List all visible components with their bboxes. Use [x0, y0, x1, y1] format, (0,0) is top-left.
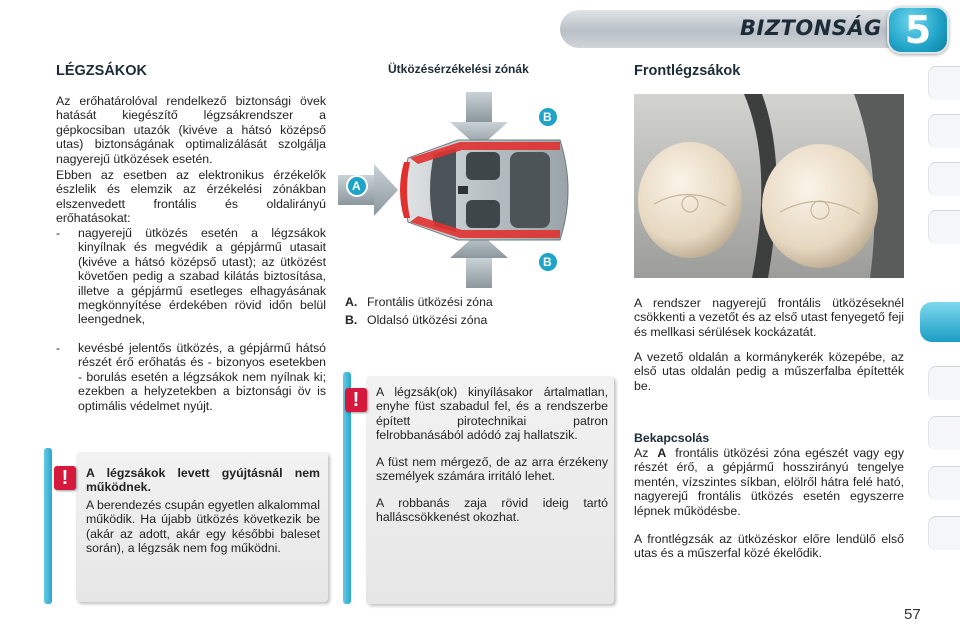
bullet-dash: -	[56, 341, 61, 355]
legend-key: B.	[345, 313, 358, 327]
front-airbags-photo	[634, 94, 904, 278]
legend-side-zone	[345, 311, 487, 329]
chapter-tab[interactable]	[928, 66, 960, 100]
chapter-tab[interactable]	[928, 162, 960, 196]
legend-front-zone	[345, 293, 493, 311]
chapter-number-badge: 5	[887, 6, 949, 54]
sensor-paragraph: Ebben az esetben az elektronikus érzékelők észlelik és elemzik az érzékelési zónákban elszenvedett frontális és oldalirányú erőhatásokat:	[56, 168, 326, 226]
chapter-tab[interactable]	[928, 516, 960, 550]
chapter-tabs	[928, 66, 960, 576]
deployment-paragraph: A légzsák(ok) kinyílásakor ártalmatlan, enyhe füst szabadul fel, és a rendszerbe épített pirotechnikai patron felrobbanásából adódó zaj hallatszik.	[376, 385, 608, 443]
zone-label-a: A	[352, 179, 361, 193]
page-number: 57	[904, 606, 921, 623]
chapter-tab[interactable]	[928, 366, 960, 400]
smoke-paragraph: A füst nem mérgező, de az arra érzékeny személyek számára irritáló lehet.	[376, 455, 608, 484]
deployed-airbags-illustration	[634, 94, 904, 278]
section-title-airbags: LÉGZSÁKOK	[56, 63, 148, 79]
location-paragraph: A vezető oldalán a kormánykerék közepébe, az első utas oldalán pedig a műszerfalba építették be.	[634, 350, 904, 393]
chapter-title: BIZTONSÁG	[740, 16, 882, 40]
chapter-tab[interactable]	[928, 114, 960, 148]
zone-label-b-top: B	[543, 110, 552, 124]
cushion-paragraph: A frontlégzsák az ütközéskor előre lendülő első utas és a műszerfal közé ékelődik.	[634, 532, 904, 561]
warning-title: A légzsákok levett gyújtásnál nem működnek.	[86, 466, 320, 495]
legend-text: Frontális ütközési zóna	[367, 295, 493, 309]
warning-icon: !	[345, 388, 367, 412]
chapter-tab[interactable]	[928, 466, 960, 500]
warning-strip	[44, 448, 52, 604]
chapter-tab[interactable]	[928, 416, 960, 450]
bullet-weak-impact-text: kevésbé jelentős ütközés, a gépjármű hátsó részét érő erőhatás és - bizonyos esetekben - borulás esetén a légzsákok nem nyílnak ki; ezekben a helyzetekben a biztonsági öv is optimális védelmet nyújt.	[78, 341, 326, 413]
front-airbag-paragraph: A rendszer nagyerejű frontális ütközéseknél csökkenti a vezetőt és az első utast fenyegető feji és mellkasi sérülések kockázatát.	[634, 296, 905, 339]
bullet-strong-impact-text: nagyerejű ütközés esetén a légzsákok kinyílnak és megvédik a gépjármű utasait (kivéve a hátsó középső utast); az ütközést követően pedig a szabad kilátás biztosítása, illetve a gépjármű esetleges elhagyásának megkönnyítése érdekében rövid időn belül leengednek,	[78, 226, 326, 327]
legend-key: A.	[345, 295, 358, 309]
bullet-dash: -	[56, 226, 61, 240]
zones-title: Ütközésérzékelési zónák	[388, 62, 529, 76]
activation-zone-key: A	[657, 446, 667, 460]
activation-paragraph	[634, 446, 904, 518]
legend-text: Oldalsó ütközési zóna	[367, 313, 488, 327]
activation-text: frontális ütközési zóna egészét vagy egy részét érő, a gépjármű hosszirányú tengelye mentén, vízszintes síkban, elölről hátra felé ható, nagyerejű frontális ütközés esetén egyszerre lépnek működésbe.	[634, 446, 905, 518]
chapter-tab-active[interactable]	[920, 302, 960, 342]
bullet-weak-impact	[56, 341, 326, 413]
zone-label-b-bottom: B	[543, 255, 552, 269]
intro-paragraph: Az erőhatárolóval rendelkező biztonsági övek hatását kiegészítő légzsákrendszer a gépkocsiban utazók (kivéve a hátsó középső utas) biztonságának optimalizálását szolgálja nagyerejű ütközések esetén.	[56, 94, 326, 166]
chapter-tab[interactable]	[928, 210, 960, 244]
noise-paragraph: A robbanás zaja rövid ideig tartó halláscsökkenést okozhat.	[376, 496, 608, 525]
activation-prefix: Az	[634, 446, 649, 460]
warning-text: A berendezés csupán egyetlen alkalommal működik. Ha újabb ütközés következik be (akár az adott, akár egy későbbi baleset során), a légzsák nem fog működni.	[86, 498, 320, 556]
warning-icon: !	[54, 466, 76, 490]
impact-zones-diagram	[338, 92, 580, 288]
bullet-strong-impact	[56, 226, 326, 327]
section-title-front-airbags: Frontlégzsákok	[634, 63, 741, 79]
activation-title: Bekapcsolás	[634, 431, 710, 445]
